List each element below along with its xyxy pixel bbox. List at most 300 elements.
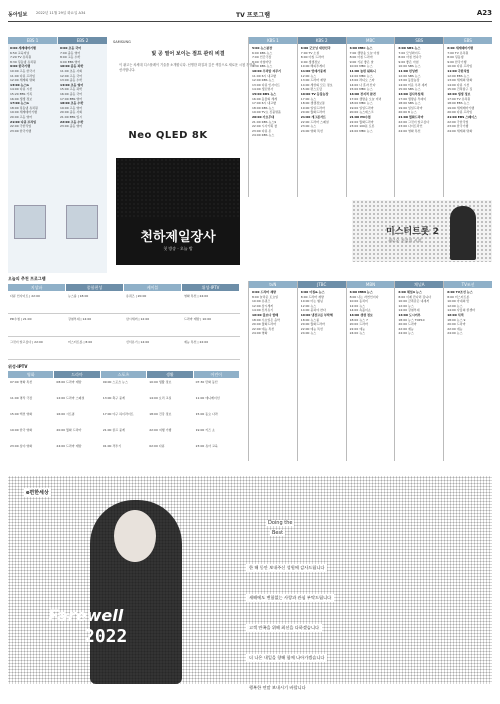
schedule-row: 23:00 한국기행: [10, 128, 32, 133]
reco-cell: 미스터트롯 | 8:00: [68, 340, 93, 344]
iptv-cell: 02:00 다큐: [149, 444, 165, 448]
reco-row: [8, 337, 240, 360]
iptv-cell: 15:00 액션 영화: [10, 412, 33, 416]
schedule-row: 22:00 예능: [447, 326, 463, 331]
schedule-row: 18:00 SBS 뉴스: [398, 101, 421, 106]
schedule-row: 12:00 EBS 뉴스: [447, 73, 470, 78]
schedule-row: 20:00 가요무대: [252, 114, 275, 119]
promo-banner: [352, 200, 492, 262]
schedule-row: 16:00 냉장고를 부탁해: [300, 312, 333, 317]
schedule-row: 9:00 좋은 아침: [398, 59, 419, 64]
reco-cell: 삼시세끼 | 12:00: [126, 317, 150, 321]
schedule-row: 8:00 드라마 재방: [300, 294, 324, 299]
schedule-row: 13:00 동물농장: [398, 78, 420, 83]
reco-cell: 뉴스룸 | 18:00: [68, 294, 89, 298]
channel-list: [298, 44, 346, 133]
schedule-row: 5:00 뉴스광장: [252, 46, 273, 50]
movie-ad-texture: [116, 158, 240, 218]
schedule-row: 23:00 나이트라인: [398, 124, 423, 129]
schedule-row: 12:00 세계의 명화: [10, 78, 36, 83]
iptv-cell: 19:00 키즈 쇼: [195, 428, 215, 432]
schedule-row: 24:00 뉴스: [398, 331, 414, 336]
channel-column: [346, 37, 395, 197]
iptv-row: [8, 442, 240, 458]
schedule-row: 11:00 놀면 뭐하니: [349, 68, 376, 73]
schedule-row: 9:00 EBS 영어: [60, 59, 81, 64]
iptv-row: [8, 378, 240, 394]
schedule-row: 18:00 생생정보통: [300, 101, 325, 106]
schedule-row: 24:00 뉴스: [349, 331, 365, 336]
schedule-row: 17:00 뉴스G: [10, 101, 29, 106]
schedule-row: 19:00 일일드라마: [300, 105, 325, 110]
schedule-row: 22:00 그것이 알고싶다: [398, 119, 430, 124]
promo-subtitle: 새로운 전설의 시작: [388, 238, 422, 243]
schedule-row: 19:00 일일드라마: [349, 105, 374, 110]
reco-cell: 예능 특선 | 22:00: [184, 340, 209, 344]
ad-year: 2022: [84, 626, 128, 647]
iptv-cell: 24:00 드라마 재방: [56, 444, 82, 448]
schedule-row: 9:00 한국기행: [447, 59, 467, 64]
schedule-row: 10:00 SBS 뉴스: [398, 64, 421, 69]
schedule-row: 8:00 고등 수학: [60, 55, 81, 60]
schedule-row: 10:00 해피투게더: [300, 64, 325, 69]
ad-copy-line: 고객 만족을 위해 최선을 다하겠습니다: [246, 624, 322, 632]
iptv-cell: 10:00 생활 정보: [149, 380, 172, 384]
schedule-row: 6:50 교육저널: [10, 50, 30, 55]
iptv-cell: 23:00 심야 영화: [10, 444, 33, 448]
reco-section: [8, 276, 240, 358]
schedule-row: 23:00 한국기행: [447, 124, 469, 129]
channel-list: [395, 288, 443, 336]
schedule-row: 8:00 아침마당: [252, 59, 272, 64]
schedule-row: 6:00 초등 국어: [60, 46, 82, 50]
schedule-row: 7:00 중등 영어: [60, 50, 81, 55]
schedule-row: 8:00 아침 연속극: [398, 55, 422, 60]
schedule-row: 17:00 6시 내고향: [252, 101, 277, 106]
channel-header: tvN: [249, 281, 297, 288]
host-photo-1: [14, 205, 46, 239]
ad-headline: 빛 공 열어 보이는 점프 관리 비결: [151, 51, 225, 57]
schedule-row: 24:00 영화: [252, 331, 268, 336]
reco-head: 지상파: [8, 284, 65, 291]
schedule-row: 15:00 건축탐구 집: [447, 87, 473, 92]
schedule-row: 17:00 생방송 오늘 저녁: [349, 96, 382, 101]
schedule-row: 22:00 월화드라마: [349, 119, 374, 124]
iptv-cell: 01:00 격투기: [102, 444, 122, 448]
schedule-row: 17:00 EBS 영어: [60, 96, 83, 101]
schedule-row: 20:00 월화드라마: [252, 322, 277, 327]
schedule-row: 12:00 SBS 뉴스: [398, 73, 421, 78]
schedule-row: 14:00 나 혼자 산다: [349, 82, 376, 87]
schedule-row: 18:00 뉴스 TOP10: [398, 317, 425, 322]
reco-head: 케이블: [124, 284, 181, 291]
schedule-row: 11:00 극한직업: [447, 68, 470, 73]
schedule-row: 18:00 수요일은 음악: [252, 317, 280, 322]
schedule-row: 23:00 뉴스: [300, 124, 317, 129]
host-photo-2: [66, 205, 98, 239]
iptv-cell: 09:00 스포츠 뉴스: [102, 380, 128, 384]
bottom-ad: [8, 476, 492, 690]
schedule-row: 12:00 삼시세끼: [252, 303, 274, 308]
schedule-row: 15:00 KBS 뉴스: [252, 91, 277, 96]
channel-list: [347, 44, 395, 133]
schedule-row: 18:00 뉴스 7: [349, 317, 368, 322]
schedule-row: 19:00 세계테마기행: [447, 105, 475, 110]
schedule-row: 16:00 동물의 세계: [252, 96, 278, 101]
schedule-row: 14:00 뭉쳐야 찬다: [300, 308, 326, 313]
schedule-row: 11:00 런닝맨: [398, 68, 418, 73]
channel-column: [443, 281, 492, 461]
reco-row: [8, 314, 240, 337]
iptv-cell: 20:00 월화 드라마: [56, 428, 82, 432]
schedule-row: 14:00 강철부대: [398, 308, 420, 313]
schedule-row: 8:00 아침 드라마: [300, 55, 324, 60]
channel-header: KBS 2: [298, 37, 346, 44]
channel-header: JTBC: [298, 281, 346, 288]
channel-header: TV조선: [444, 281, 492, 288]
channel-list: [249, 44, 297, 138]
schedule-row: 12:00 뉴스: [447, 303, 463, 308]
schedule-row: 6:00 채널A 뉴스: [398, 290, 422, 294]
schedule-row: 16:00 생생 정보: [10, 96, 33, 101]
reco-cell: 신서유기 | 14:00: [126, 340, 150, 344]
schedule-row: 7:00 TV 소설: [300, 50, 320, 55]
reco-title: 오늘의 추천 프로그램: [8, 276, 46, 281]
schedule-row: 19:00 고등 영어: [60, 105, 83, 110]
reco-row: [8, 291, 240, 314]
iptv-title: 위성·IPTV: [8, 364, 28, 369]
schedule-row: 20:00 드라마: [349, 322, 368, 327]
iptv-cell: 17:00 야구 하이라이트: [102, 412, 134, 416]
schedule-row: 18:00 딩동댕 유치원: [10, 105, 38, 110]
schedule-row: 8:00 아침 드라마: [349, 55, 373, 60]
schedule-row: 21:00 KBS 뉴스9: [252, 119, 277, 124]
schedule-row: 18:00 초등 수학: [60, 101, 84, 106]
schedule-row: 18:00 EBS 뉴스: [447, 101, 470, 106]
channel-list: [249, 288, 297, 336]
schedule-row: 16:00 생생 정보: [349, 312, 373, 317]
schedule-row: 22:00 예능: [349, 326, 365, 331]
schedule-row: 10:00 중등 과학: [60, 64, 84, 69]
schedule-row: 21:00 개그콘서트: [300, 114, 326, 119]
iptv-cell: 16:00 시트콤: [56, 412, 75, 416]
schedule-row: 6:00 SBS 뉴스: [398, 46, 421, 50]
schedule-row: 24:00 영화 특선: [300, 128, 323, 133]
schedule-row: 22:00 극한직업: [447, 119, 469, 124]
ad-body: 이 광고는 차세대 디스플레이 기술을 소개합니다. 선명한 화질과 깊은 색감으로 새로운 시청 경험을 선사합니다.: [119, 63, 256, 72]
reco-cell: 다큐 인사이트 | 22:00: [10, 294, 40, 298]
schedule-row: 18:00 KBS 뉴스: [252, 105, 275, 110]
ebs-schedule: [8, 37, 107, 273]
schedule-row: 16:00 TV 동물농장: [300, 91, 329, 96]
schedule-row: 23:00 100분 토론: [349, 124, 375, 129]
iptv-cell: 19:00 한국 영화: [10, 428, 33, 432]
schedule-row: 11:00 6시 내고향: [252, 73, 277, 78]
schedule-row: 16:00 전지적 참견: [349, 91, 376, 96]
schedule-row: 10:00 다큐 프라임: [447, 64, 473, 69]
schedule-row: 24:00 세계의 명화: [447, 128, 473, 133]
iptv-cell: 07:00 영화 특선: [10, 380, 33, 384]
schedule-row: 24:00 영화 특선: [398, 128, 421, 133]
channel-header: KBS 1: [249, 37, 297, 44]
channel-column: [346, 281, 395, 461]
schedule-row: 21:00 PD수첩: [349, 114, 371, 119]
schedule-row: 14:00 생로병사: [252, 87, 274, 92]
reco-cell: 영화 특선 | 24:00: [184, 294, 209, 298]
tv-ad: [113, 40, 263, 148]
schedule-row: 22:00 예능: [398, 326, 414, 331]
schedule-row: 13:00 다큐 인사이트: [252, 82, 280, 87]
schedule-row: 19:00 일일드라마: [398, 105, 423, 110]
schedule-row: 16:00 식객: [447, 312, 464, 317]
schedule-row: 6:00 KBS 뉴스: [252, 50, 273, 55]
schedule-row: 9:30 KBS 뉴스: [252, 64, 273, 69]
channel-list: [347, 288, 395, 336]
schedule-row: 15:00 고등 과학: [60, 87, 83, 92]
schedule-row: 8:00 딩동댕: [447, 55, 464, 60]
schedule-row: 10:00 금쪽같은 내새끼: [398, 299, 430, 304]
schedule-row: 12:00 뉴스: [300, 303, 317, 308]
ebs2-header: EBS 2: [58, 37, 107, 44]
channel-header: EBS: [444, 37, 492, 44]
iptv-head: 어린이: [194, 371, 239, 378]
schedule-row: 6:00 TV조선 뉴스: [447, 290, 473, 294]
schedule-row: 14:00 다큐 시선: [10, 87, 33, 92]
schedule-row: 16:00 중등 국어: [60, 91, 83, 96]
schedule-row: 22:00 예능 특선: [300, 326, 323, 331]
schedule-row: 12:00 뉴스: [300, 73, 317, 78]
schedule-row: 6:00 아침& 뉴스: [300, 290, 325, 294]
schedule-row: 14:00 신서유기: [252, 308, 274, 313]
schedule-row: 21:00 EBS 스페이스: [447, 114, 477, 119]
reco-cell: 드라마 재방 | 10:00: [184, 317, 212, 321]
schedule-row: 10:00 유퀴즈: [252, 299, 271, 304]
schedule-row: 15:00 편스토랑: [300, 87, 322, 92]
iptv-cell: 08:00 드라마 재방: [56, 380, 82, 384]
schedule-row: 20:00 뉴스데스크: [349, 110, 374, 115]
schedule-row: 6:00 MBN 뉴스: [349, 290, 373, 294]
promo-title: 미스터트롯 2: [386, 227, 439, 237]
schedule-row: 18:00 뉴스 9: [447, 317, 466, 322]
iptv-cell: 22:00 여행 기행: [149, 428, 172, 432]
ad-face: [114, 510, 156, 562]
ad-copy-line: 더 나은 내일을 향해 함께 나아가겠습니다: [246, 654, 327, 662]
schedule-row: 12:00 KBS 뉴스: [252, 78, 275, 83]
schedule-row: 13:00 중등 수학: [60, 78, 83, 83]
channel-list: [444, 288, 492, 336]
ad-copy-line: 한 해 동안 보내주신 성원에 감사드립니다: [246, 564, 327, 572]
schedule-row: 22:00 예능 특선: [252, 326, 275, 331]
schedule-row: 24:00 KBS 뉴스: [252, 133, 275, 138]
header-rule: [8, 21, 492, 22]
schedule-row: 6:00 드라마 재방: [252, 290, 277, 294]
ad-line1: Doing the: [268, 520, 293, 526]
iptv-cell: 12:00 드라마 스페셜: [56, 396, 85, 400]
schedule-row: 15:20 EBS 가족: [10, 91, 33, 96]
movie-ad: [116, 158, 240, 265]
masthead: [8, 10, 492, 20]
schedule-row: 11:00 연예가중계: [300, 68, 326, 73]
schedule-row: 24:00 뉴스: [300, 331, 317, 336]
schedule-row: 6:00 세계테마기행: [447, 46, 474, 50]
schedule-row: 12:00 뉴스: [398, 303, 414, 308]
schedule-row: 17:00 TV 유치원: [447, 96, 471, 101]
schedule-row: 14:00 속풀이쇼: [349, 308, 371, 313]
schedule-row: 20:00 월화드라마: [300, 110, 325, 115]
channel-column: [297, 281, 346, 461]
channel-column: [394, 281, 443, 461]
schedule-row: 17:00 뉴스: [300, 96, 317, 101]
iptv-cell: 11:00 명작 극장: [10, 396, 33, 400]
iptv-head: 스포츠: [101, 371, 146, 378]
movie-subtitle: 첫 방송 · 오늘 밤: [163, 246, 193, 251]
channel-column: [248, 281, 297, 461]
schedule-row: 15:00 MBC 뉴스: [349, 87, 373, 92]
schedule-row: 20:00 월화드라마: [300, 322, 325, 327]
schedule-row: 14:00 초등 영어: [60, 82, 84, 87]
schedule-row: 13:00 라디오 스타: [349, 78, 375, 83]
schedule-row: 24:00 뉴스: [447, 331, 463, 336]
schedule-row: 15:00 SBS 뉴스: [398, 87, 421, 92]
promo-person: [450, 206, 476, 260]
schedule-row: 16:00 도시어부: [398, 312, 421, 317]
schedule-row: 13:00 드라마 재방: [300, 78, 326, 83]
schedule-row: 16:00 생생 정보: [447, 91, 471, 96]
schedule-row: 10:00 고등 한국사: [10, 68, 36, 73]
iptv-section: [8, 364, 240, 462]
channel-header: MBN: [347, 281, 395, 288]
iptv-cell: 23:00 유아 교육: [195, 444, 218, 448]
schedule-row: 8:30 딩동댕 유치원: [10, 59, 37, 64]
ad-copy: [246, 554, 486, 704]
schedule-row: 21:00 다큐 프라임: [10, 119, 37, 124]
iptv-cell: 11:00 애니메이션: [195, 396, 220, 400]
schedule-row: 21:00 EBS 입시: [60, 114, 83, 119]
schedule-row: 23:00 다큐 온: [252, 128, 272, 133]
reco-head: 종합편성: [66, 284, 123, 291]
reco-head: 위성·IPTV: [182, 284, 239, 291]
schedule-row: 9:00 한국기행: [10, 64, 31, 69]
reco-head-row: [8, 284, 240, 291]
schedule-row: 6:00 MBC 뉴스: [349, 46, 373, 50]
reco-cell: 강철부대 | 14:00: [68, 317, 92, 321]
schedule-row: 7:00 TV 유치원: [447, 50, 469, 55]
page-number: A23: [476, 9, 492, 17]
schedule-row: 18:00 MBC 뉴스: [349, 101, 373, 106]
schedule-row: 20:00 고등 영어: [10, 114, 33, 119]
channel-header: MBC: [347, 37, 395, 44]
channel-column: [394, 37, 443, 197]
schedule-row: 7:20 TV 유치원: [10, 55, 32, 60]
schedule-row: 11:00 초등 사회: [60, 68, 83, 73]
ebs2-list: [60, 46, 106, 129]
schedule-row: 14:00 세상의 모든 정보: [300, 82, 333, 87]
schedule-row: 9:00 생생정보: [300, 59, 321, 64]
channel-column: [248, 37, 297, 197]
iptv-cell: 14:00 요리 교실: [149, 396, 172, 400]
paper-name: 동아일보: [8, 12, 28, 18]
iptv-cell: 13:00 축구 중계: [102, 396, 125, 400]
schedule-row: 12:00 고등 국어: [60, 73, 83, 78]
reco-cell: 유퀴즈 | 20:00: [126, 294, 147, 298]
iptv-head-row: [8, 371, 240, 378]
ebs1-header: EBS 1: [8, 37, 57, 44]
movie-title: 천하제일장사: [140, 230, 216, 245]
schedule-row: 10:00 MBC 뉴스: [349, 64, 373, 69]
iptv-row: [8, 410, 240, 426]
channel-list: [395, 44, 443, 133]
schedule-row: 17:00 생방송 투데이: [398, 96, 427, 101]
schedule-row: 22:00 드라마 스페셜: [300, 119, 329, 124]
reco-table: [8, 284, 240, 360]
schedule-row: 19:00 TV쇼 진품명품: [252, 110, 281, 115]
schedule-row: 16:00 집사부일체: [398, 91, 424, 96]
schedule-row: 22:00 시사기획 창: [252, 124, 278, 129]
schedule-row: 12:00 MBC 뉴스: [349, 73, 373, 78]
channel-header: 채널A: [395, 281, 443, 288]
schedule-row: 8:00 미스터트롯: [447, 294, 470, 299]
schedule-row: 7:00 모닝와이드: [398, 50, 421, 55]
ebs1-list: [10, 46, 56, 133]
iptv-head: 생활: [147, 371, 192, 378]
schedule-row: 24:00 MBC 뉴스: [349, 128, 373, 133]
iptv-cell: 15:00 동요 나라: [195, 412, 218, 416]
channel-column: [297, 37, 346, 197]
schedule-row: 14:00 다큐 시선: [447, 82, 470, 87]
schedule-row: 7:00 인간극장: [252, 55, 272, 60]
ad-copy-line: 새해에도 변함없는 사랑과 관심 부탁드립니다: [246, 594, 334, 602]
schedule-row: 18:00 뉴스룸: [300, 317, 320, 322]
ad-line2: Best: [272, 530, 284, 536]
iptv-table: [8, 371, 240, 458]
channel-header: SBS: [395, 37, 443, 44]
schedule-row: 7:00 생방송 오늘 아침: [349, 50, 380, 55]
schedule-row: 13:00 뉴스G: [10, 82, 29, 87]
schedule-row: 20:00 8 뉴스: [398, 110, 417, 115]
date-line: 2022년 11월 29일 화요일 A34: [36, 11, 86, 15]
iptv-head: 영화: [8, 371, 53, 378]
schedule-row: 6:00 세계테마기행: [10, 46, 36, 50]
reco-cell: 그것이 알고싶다 | 22:00: [10, 340, 43, 344]
schedule-row: 19:00 세계테마기행: [10, 110, 37, 115]
schedule-row: 13:00 세계의 명화: [447, 78, 473, 83]
schedule-row: 9:00 기분 좋은 날: [349, 59, 374, 64]
iptv-row: [8, 426, 240, 442]
schedule-row: 20:00 중등 사회: [60, 110, 83, 115]
section-title: TV 프로그램: [236, 12, 271, 19]
schedule-row: 21:00 월화드라마: [398, 114, 424, 119]
schedule-row: 14:00 미운 우리 새끼: [398, 82, 428, 87]
schedule-row: 11:00 다큐 프라임: [10, 73, 36, 78]
schedule-row: 8:00 이제 만나러 갑니다: [398, 294, 432, 299]
schedule-row: 10:00 아는 형님: [300, 299, 323, 304]
channel-list: [444, 44, 492, 133]
schedule-row: 16:00 꽃보다 할배: [252, 312, 279, 317]
ad-logo: e편한세상: [26, 490, 49, 496]
schedule-row: 12:00 뉴스: [349, 303, 365, 308]
channel-list: [298, 288, 346, 336]
iptv-cell: 18:00 건강 정보: [149, 412, 172, 416]
schedule-row: 10:00 동치미: [349, 299, 368, 304]
schedule-row: 23:00 중등 영어: [60, 124, 83, 129]
schedule-row: 8:00 나는 자연인이다: [349, 294, 379, 299]
schedule-row: 6:00 굿모닝 대한민국: [300, 46, 331, 50]
channel-column: [443, 37, 492, 197]
schedule-row: 20:00 드라마: [447, 322, 466, 327]
schedule-row: 20:00 다큐 프라임: [447, 110, 473, 115]
ad-product: Neo QLED 8K: [128, 130, 208, 141]
ad-copy-line: 행복한 연말 보내시기 바랍니다: [246, 684, 309, 692]
